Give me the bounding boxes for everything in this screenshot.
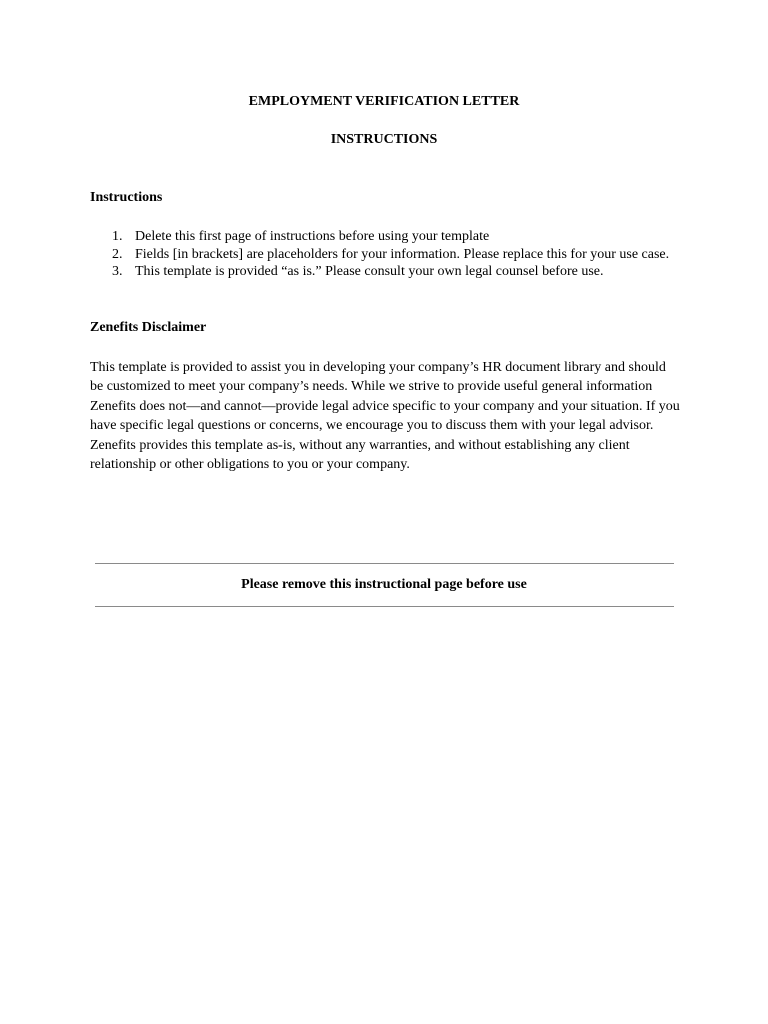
document-title: EMPLOYMENT VERIFICATION LETTER: [248, 94, 520, 109]
list-item-number: 3.: [112, 264, 123, 279]
divider-bottom: [95, 606, 674, 607]
document-subtitle: INSTRUCTIONS: [330, 132, 438, 147]
disclaimer-heading: Zenefits Disclaimer: [90, 320, 207, 335]
list-item-number: 2.: [112, 246, 123, 262]
list-item-text: Delete this first page of instructions before using your template: [135, 229, 490, 244]
list-item-number: 1.: [112, 229, 123, 244]
remove-page-note: Please remove this instructional page before use: [241, 577, 527, 592]
disclaimer-paragraph: This template is provided to assist you in developing your company’s HR document library and should be customized to meet your company’s needs. While we strive to provide useful general information Zenefits does not—and cannot—provide legal advice specific to your company and your situation. If you have specific legal questions or concerns, we encourage you to discuss them with your legal advisor. Zenefits provides this template as-is, without any warranties, and without establishing any client relationship or other obligations to you or your company.: [90, 360, 680, 473]
list-item-text: Fields [in brackets] are placeholders for your information. Please replace this for your use case.: [135, 246, 670, 262]
instructions-heading: Instructions: [90, 190, 163, 205]
instruction-list: [90, 228, 690, 281]
list-item-text: This template is provided “as is.” Please consult your own legal counsel before use.: [135, 264, 604, 279]
list-item: [90, 263, 690, 281]
divider-top: [95, 563, 674, 564]
list-item: [90, 246, 690, 264]
list-item: [90, 228, 690, 246]
